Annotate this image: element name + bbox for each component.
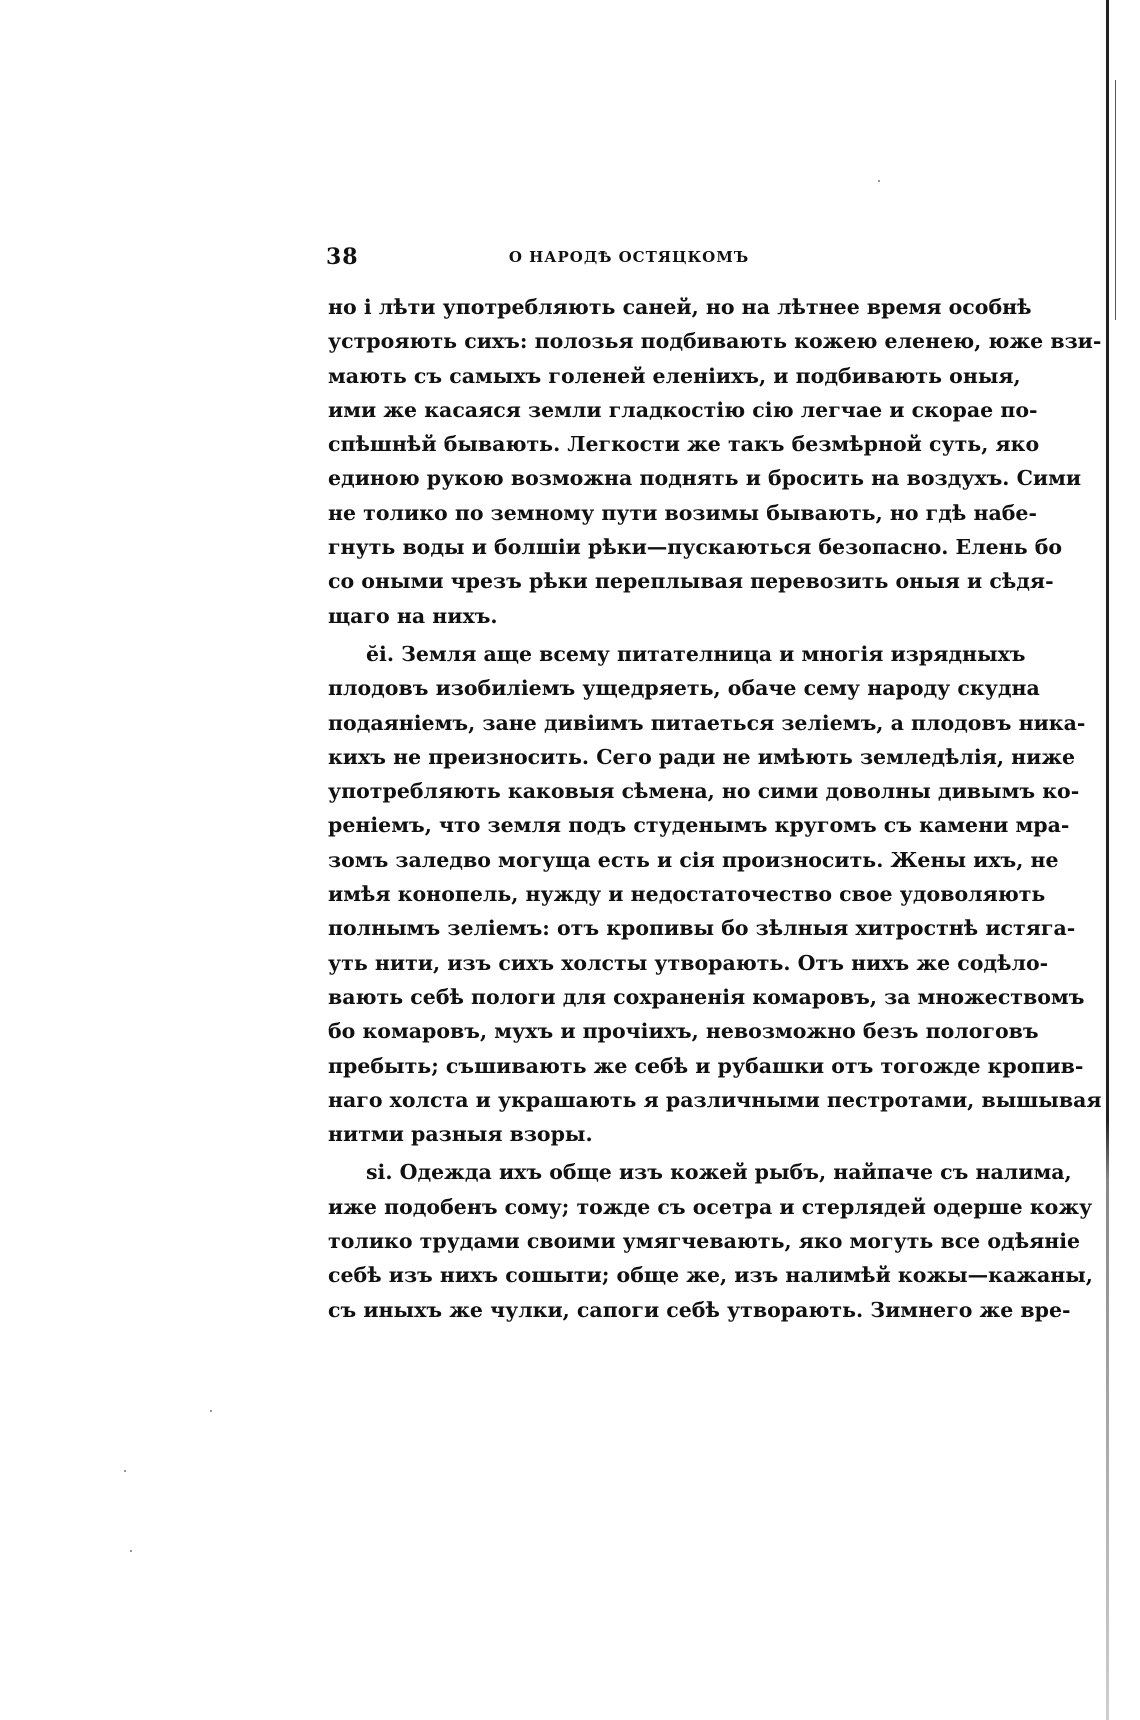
text-line: употребляють каковыя сѣмена, но сими доволны дивымъ ко- [328,779,1080,804]
text-line: спѣшнѣй бывають. Легкости же такъ безмѣрной суть, яко [328,432,1040,457]
text-line: единою рукою возможна поднять и бросить на воздухъ. Сими [328,466,1082,491]
text-line: нитми разныя взоры. [328,1122,593,1147]
text-line: мають съ самыхъ голеней еленіихъ, и подбивають оныя, [328,363,1021,388]
running-head-title: О НАРОДѢ ОСТЯЦКОМЪ [508,248,750,266]
scan-speck [130,1550,132,1552]
text-line: кихъ не преизносить. Сего ради не имѣють земледѣлія, ниже [328,744,1076,769]
page-number: 38 [326,244,359,270]
scan-edge-line [1115,80,1116,320]
text-line: не толико по земному пути возимы бывають, но гдѣ набе- [328,500,1037,525]
paragraph [328,290,1102,633]
text-line: подаяніемъ, зане дивіимъ питаеться зеліемъ, а плодовъ никa- [328,710,1086,735]
text-line: щаго на нихъ. [328,603,498,628]
text-line: уть нити, изъ сихъ холсты утворають. Отъ нихъ же содѣло- [328,950,1049,975]
text-line: пребыть; съшивають же себѣ и рубашки отъ тогожде кропив- [328,1053,1084,1078]
scan-speck [124,1470,126,1472]
scan-speck [210,1410,212,1412]
text-line: зомъ заледво могуща есть и сія произносить. Жены ихъ, не [328,847,1059,872]
paragraph [328,1155,1093,1326]
text-line: имѣя конопель, нужду и недостаточество свое удоволяють [328,882,1046,907]
text-line: гнуть воды и болшіи рѣки—пускаються безопасно. Елень бо [328,535,1063,560]
text-line: реніемъ, что земля подъ студенымъ кругомъ съ камени мра- [328,813,1070,838]
text-line: ӗі. Земля аще всему питателница и многія изрядныхъ [366,641,1026,666]
running-head [326,244,932,274]
text-line: вають себѣ пологи для сохраненія комаровъ, за множествомъ [328,984,1085,1009]
scan-speck [878,180,880,182]
text-line: бо комаровъ, мухъ и прочіихъ, невозможно безъ пологовъ [328,1019,1039,1044]
text-line: иже подобенъ сому; тожде съ осетра и стерлядей одерше кожу [328,1194,1093,1219]
text-line: ѕі. Одежда ихъ обще изъ кожей рыбъ, найпаче съ налима, [366,1160,1072,1185]
paragraph [328,637,1102,1151]
text-line: наго холста и украшають я различными пестротами, вышывая [328,1087,1102,1112]
body-text [328,290,1102,1327]
text-line: съ иныхъ же чулки, сапоги себѣ утворають. Зимнего же вре- [328,1297,1071,1322]
text-line: но і лѣти употребляють саней, но на лѣтнее время особнѣ [328,295,1032,319]
text-line: устрояють сихъ: полозья подбивають кожею еленею, юже взи- [328,329,1102,354]
text-line: плодовъ изобиліемъ ущедряеть, обаче сему народу скудна [328,676,1040,701]
text-line: со оными чрезъ рѣки переплывая перевозить оныя и сѣдя- [328,569,1054,594]
text-line: полнымъ зеліемъ: отъ кропивы бо зѣлныя хитростнѣ истяга- [328,916,1076,941]
text-line: себѣ изъ нихъ сошыти; обще же, изъ налимѣй кожы—кажаны, [328,1263,1093,1288]
text-line: толико трудами своими умягчевають, яко могуть все одѣяніе [328,1229,1081,1254]
scan-binding-edge [1106,0,1109,1720]
text-line: ими же касаяся земли гладкостію сію легчае и скорае по- [328,397,1038,422]
